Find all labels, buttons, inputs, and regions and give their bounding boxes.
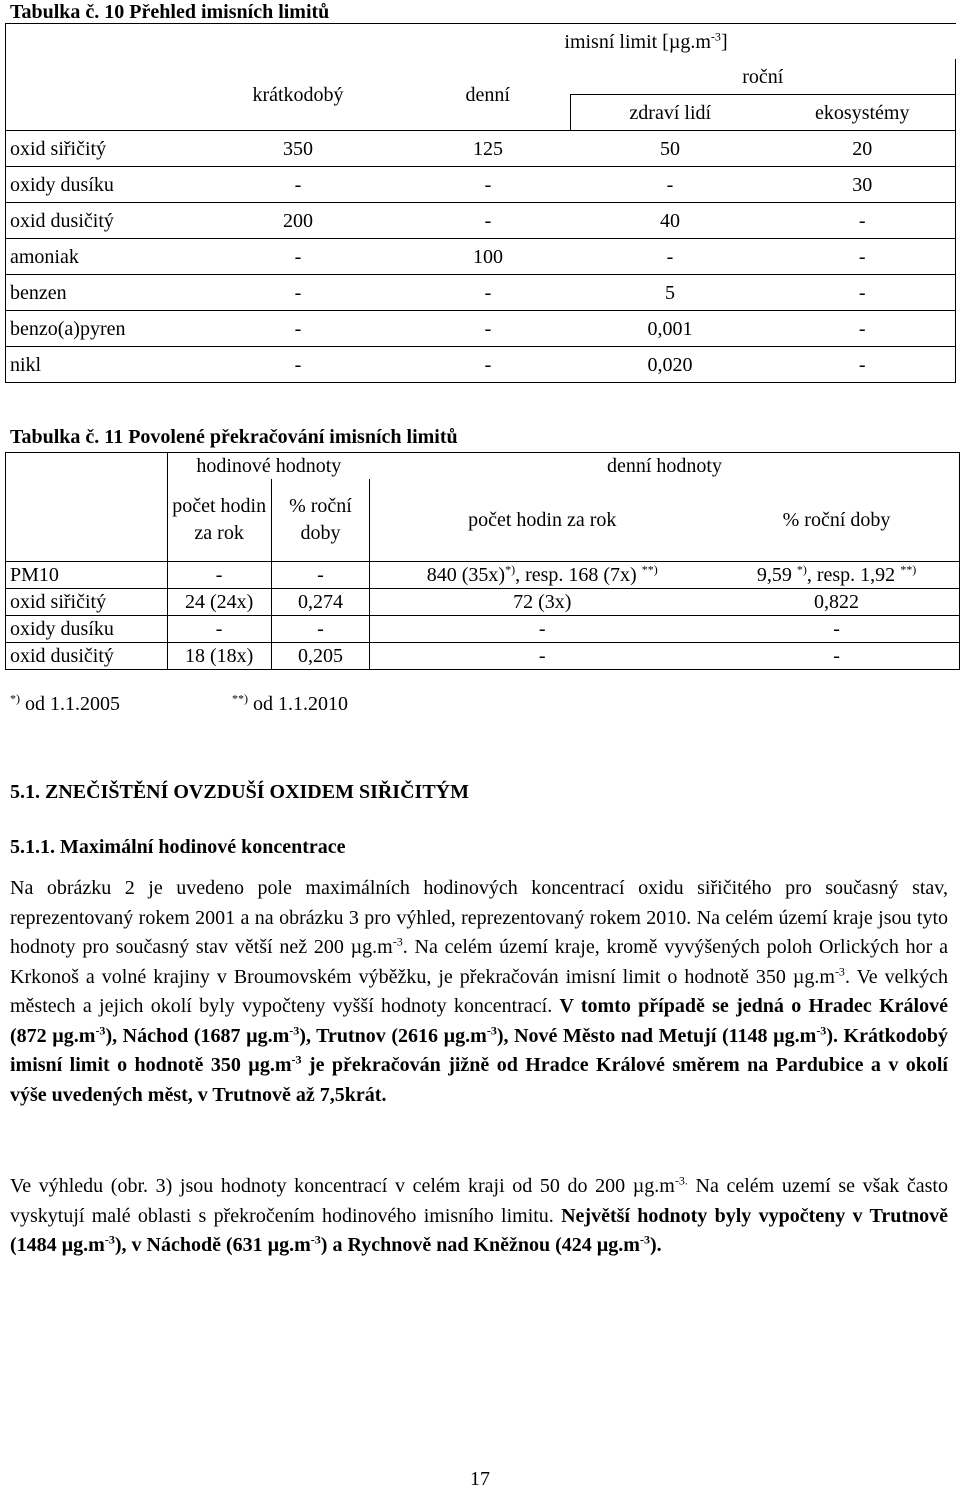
subsection-title: 5.1.1. Maximální hodinové koncentrace [10,836,346,858]
row-label: nikl [6,347,191,383]
cell: 50 [571,131,770,167]
cell: - [406,347,571,383]
row-label: benzo(a)pyren [6,311,191,347]
cell: 40 [571,203,770,239]
cell: - [571,239,770,275]
table-row [6,589,960,616]
header-human-health: zdraví lidí [571,95,770,131]
cell: 30 [770,167,956,203]
table-row [6,275,956,311]
table-row [6,239,956,275]
cell: - [191,347,406,383]
table2-footnotes [10,691,348,716]
cell: - [770,275,956,311]
header-hour-count: počet hodin za rok [167,479,271,562]
cell: - [770,239,956,275]
footnote-1: *) od 1.1.2005 [10,691,120,715]
cell: 18 (18x) [167,643,271,670]
exceedance-table [5,452,960,670]
cell: - [167,562,271,589]
header-annual: roční [571,59,956,95]
cell: 0,274 [271,589,370,616]
cell: - [770,203,956,239]
cell-pm10-daily-pct: 9,59 *), resp. 1,92 **) [714,562,959,589]
table-row [6,616,960,643]
paragraph-2: Ve výhledu (obr. 3) jsou hodnoty koncentrací v celém kraji od 50 do 200 $\mu g.m^{-3.}$ Na celém uzemí se však často vyskytují malé oblasti s překročením hodinového imisního limitu. Největší hodnoty byly vypočteny v Trutnově (1484 $\mu g.m^{-3}$), v Náchodě (631 $\mu g.m^{-3}$) a Rychnově nad Kněžnou (424 $\mu g.m^{-3}$). [10,1173,948,1256]
cell: - [271,616,370,643]
cell: - [271,562,370,589]
page-number: 17 [470,1468,490,1490]
header-daily-annual-pct: % roční doby [714,479,959,562]
header-annual-pct: % roční doby [271,479,370,562]
table2-body [6,589,960,670]
header-daily-hour-count: počet hodin za rok [370,479,714,562]
cell: 350 [191,131,406,167]
row-label: oxid dusičitý [6,203,191,239]
cell: - [406,275,571,311]
cell: - [714,643,959,670]
cell: - [167,616,271,643]
cell: - [191,167,406,203]
cell: 0,822 [714,589,959,616]
paragraph-1: Na obrázku 2 je uvedeno pole maximálních hodinových koncentrací oxidu siřičitého pro současný stav, reprezentovaný rokem 2001 a na obrázku 3 pro výhled, reprezentovaný rokem 2010. Na celém území kraje jsou tyto hodnoty pro současný stav větší než 200 $\mu g.m^{-3}$. Na celém území kraje, kromě vyvýšených poloh Orlických hor a Krkonoš a volné krajiny v Broumovském výběžku, je překračován imisní limit o hodnotě 350 $\mu g.m^{-3}$. Ve velkých městech a jejich okolí byly vypočteny vyšší hodnoty koncentrací. V tomto případě se jedná o Hradec Králové (872 $\mu g.m^{-3}$), Náchod (1687 $\mu g.m^{-3}$), Trutnov (2616 $\mu g.m^{-3}$), Nové Město nad Metují (1148 $\mu g.m^{-3}$). Krátkodobý imisní limit o hodnotě 350 $\mu g.m^{-3}$ je překračován jižně od Hradce Králové směrem na Pardubice a v okolí výše uvedených měst, v Trutnově až 7,5krát. [10,877,949,1106]
cell: - [370,643,714,670]
row-label: oxidy dusíku [6,167,191,203]
row-label: oxid dusičitý [6,643,168,670]
table1-caption: Tabulka č. 10 Přehled imisních limitů [10,1,330,23]
row-label: amoniak [6,239,191,275]
table2-caption: Tabulka č. 11 Povolené překračování imisních limitů [10,426,458,448]
cell: - [770,347,956,383]
table-row [6,131,956,167]
cell: - [406,311,571,347]
table-row [6,167,956,203]
cell: 72 (3x) [370,589,714,616]
row-label: PM10 [6,562,168,589]
table-row [6,562,960,589]
row-label: oxidy dusíku [6,616,168,643]
header-daily-values: denní hodnoty [370,453,960,480]
cell: - [406,167,571,203]
footnote-2: **) od 1.1.2010 [232,691,348,715]
table-row [6,203,956,239]
cell: 0,020 [571,347,770,383]
cell: - [191,311,406,347]
header-ecosystems: ekosystémy [770,95,956,131]
cell: 24 (24x) [167,589,271,616]
cell: - [191,275,406,311]
cell: 200 [191,203,406,239]
cell: 100 [406,239,571,275]
cell: - [714,616,959,643]
cell: - [370,616,714,643]
row-label: oxid siřičitý [6,131,191,167]
table1-body [6,131,956,383]
cell: - [571,167,770,203]
row-label: oxid siřičitý [6,589,168,616]
cell: 125 [406,131,571,167]
cell: - [770,311,956,347]
cell: 5 [571,275,770,311]
cell: 0,205 [271,643,370,670]
table-row [6,311,956,347]
header-short-term: krátkodobý [191,59,406,131]
table-row [6,643,960,670]
cell-pm10-daily-count: 840 (35x)*), resp. 168 (7x) **) [370,562,714,589]
emission-limits-table [5,23,956,383]
header-daily: denní [406,59,571,131]
row-label: benzen [6,275,191,311]
cell: - [191,239,406,275]
header-hourly-values: hodinové hodnoty [167,453,370,480]
section-title: 5.1. ZNEČIŠTĚNÍ OVZDUŠÍ OXIDEM SIŘIČITÝM [10,781,469,803]
table1-header-unit: imisní limit $[\mu g.m^{-3}]$ [191,24,956,60]
cell: 0,001 [571,311,770,347]
cell: 20 [770,131,956,167]
cell: - [406,203,571,239]
table-row [6,347,956,383]
